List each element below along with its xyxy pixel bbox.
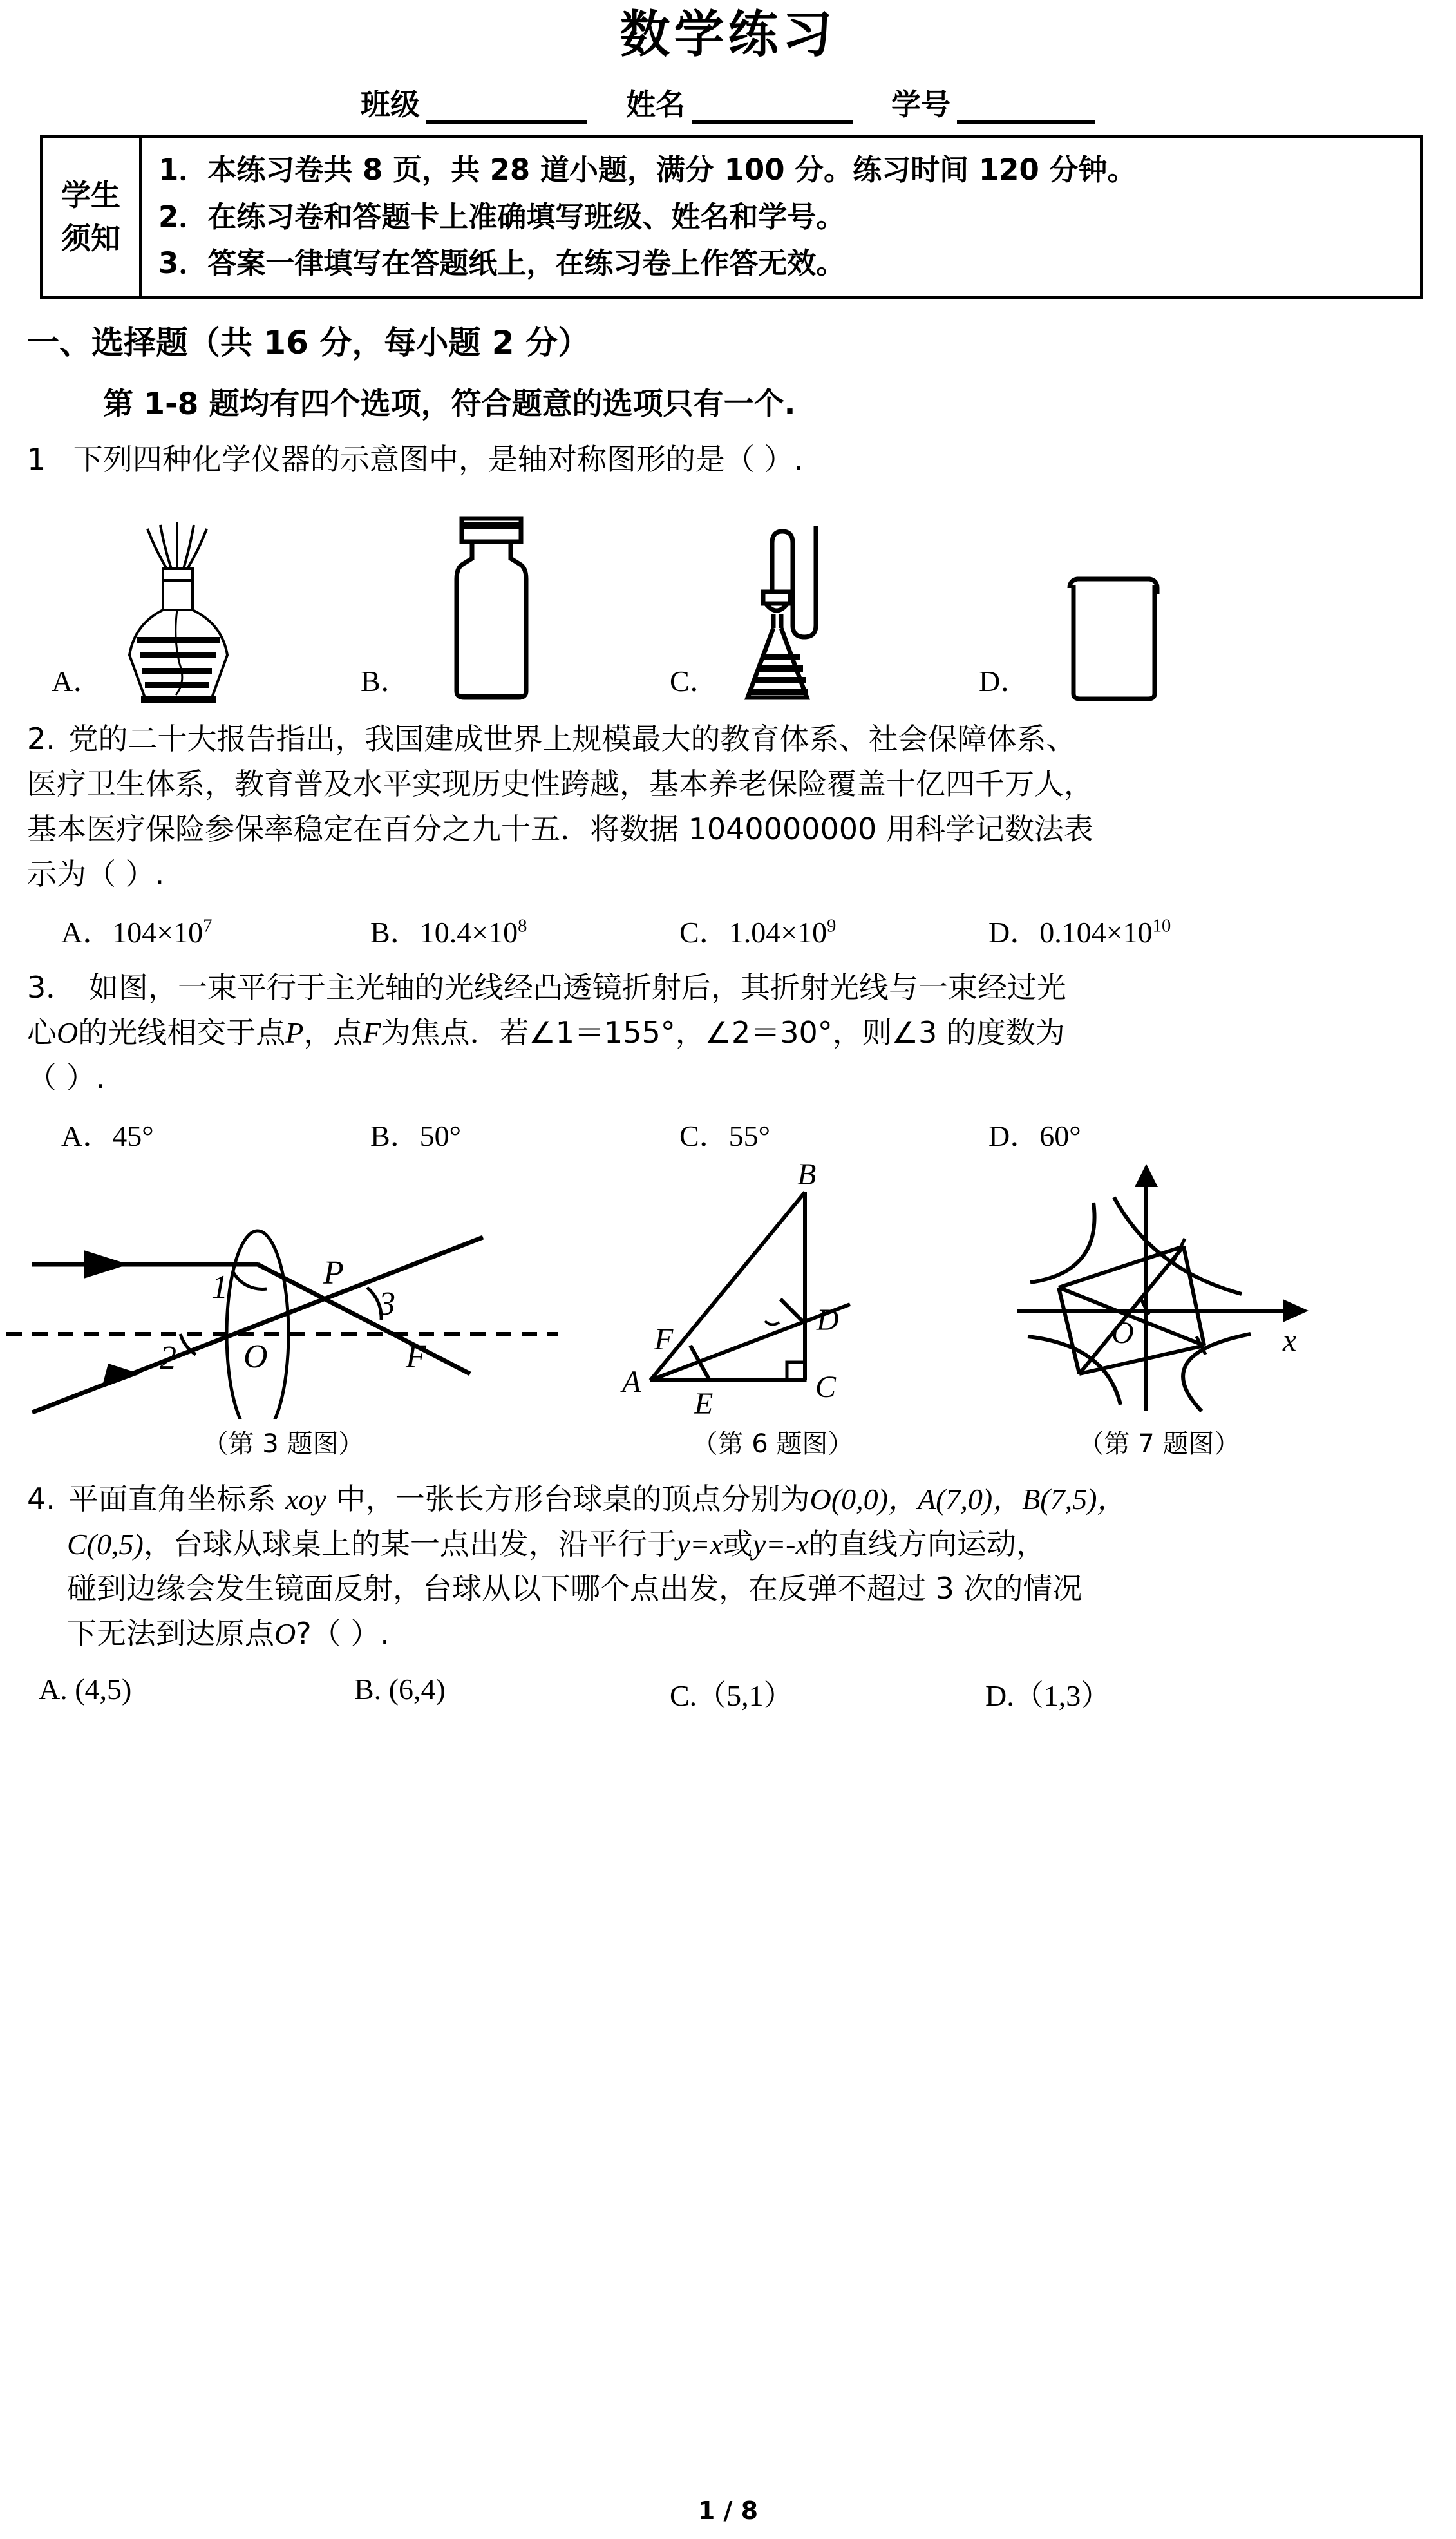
question-2-text-line3: 基本医疗保险参保率稳定在百分之九十五．将数据 1040000000 用科学记数法表 xyxy=(27,812,1093,847)
q3-l2-c: ，点 xyxy=(303,1014,363,1050)
q4-l4-a: 下无法到达原点 xyxy=(67,1616,274,1651)
question-1 xyxy=(27,437,1419,482)
section-subheading: 第 1-8 题均有四个选项，符合题意的选项只有一个. xyxy=(103,386,796,423)
label-point-C: C xyxy=(815,1369,837,1404)
option-c-tag: C． xyxy=(679,915,729,949)
notice-body xyxy=(142,138,1420,297)
q4-vertex-C: C(0,5) xyxy=(67,1527,144,1561)
q3-l2-a: 心 xyxy=(27,1014,57,1050)
question-2-text-line1: 党的二十大报告指出，我国建成世界上规模最大的教育体系、社会保障体系、 xyxy=(68,721,1076,757)
option-d-tag: D． xyxy=(988,915,1040,949)
notice-item-2: 2．在练习卷和答题卡上准确填写班级、姓名和学号。 xyxy=(158,199,846,234)
question-2-text-line2: 医疗卫生体系，教育普及水平实现历史性跨越，基本养老保险覆盖十亿四千万人， xyxy=(27,766,1093,802)
reagent-bottle-icon xyxy=(417,509,565,703)
question-3-text-line1: 如图，一束平行于主光轴的光线经凸透镜折射后，其折射光线与一束经过光 xyxy=(88,969,1066,1005)
option-b-label: B． xyxy=(361,665,410,698)
question-2-options xyxy=(61,909,1456,951)
notice-header xyxy=(43,138,142,297)
question-1-text: 下列四种化学仪器的示意图中，是轴对称图形的是（ ）. xyxy=(73,442,804,477)
option-d-label: D． xyxy=(979,665,1030,698)
geometry-figure-row xyxy=(0,1161,1456,1460)
beaker-icon xyxy=(1036,509,1184,703)
hyperbola-diagram xyxy=(992,1161,1327,1419)
q4-l2-b: ，台球从球桌上的某一点出发，沿平行于 xyxy=(143,1526,677,1561)
question-4-line4 xyxy=(67,1612,1419,1657)
q4-l2-d: 的直线方向运动， xyxy=(808,1526,1046,1561)
question-2-option-d[interactable] xyxy=(988,909,1298,951)
student-id-label: 学号 xyxy=(891,86,950,122)
q3-point-P: P xyxy=(285,1016,304,1049)
label-point-B: B xyxy=(797,1161,817,1192)
label-point-A: A xyxy=(622,1364,641,1399)
question-1-option-a[interactable] xyxy=(52,509,361,703)
label-point-D: D xyxy=(817,1302,839,1337)
question-3-text-line3: （ ）. xyxy=(27,1060,106,1095)
student-notice-box xyxy=(40,135,1423,300)
label-angle-1: 1 xyxy=(211,1268,228,1306)
question-4-option-b[interactable]: B. (6,4) xyxy=(354,1673,446,1706)
q4-coordinate-system: xoy xyxy=(285,1482,326,1516)
question-2 xyxy=(27,717,1419,897)
question-3-option-b[interactable]: B．50° xyxy=(370,1119,462,1152)
triangle-diagram xyxy=(592,1161,953,1419)
option-c-label: C． xyxy=(670,665,719,698)
question-3-number: 3． xyxy=(27,969,76,1005)
q3-point-O: O xyxy=(57,1016,79,1049)
question-4-number: 4. xyxy=(27,1481,55,1516)
question-2-option-b[interactable] xyxy=(370,909,679,951)
question-3-line1 xyxy=(27,965,1419,1011)
label-point-F: F xyxy=(406,1338,426,1375)
option-a-exponent: 7 xyxy=(203,916,213,937)
conical-flask-with-tube-icon xyxy=(726,509,874,703)
notice-item-3: 3．答案一律填写在答题纸上，在练习卷上作答无效。 xyxy=(158,246,846,281)
figure-question-3 xyxy=(0,1161,567,1460)
identity-row xyxy=(0,81,1456,124)
question-3 xyxy=(27,965,1419,1101)
notice-item-1: 1．本练习卷共 8 页，共 28 道小题，满分 100 分。练习时间 120 分钟。 xyxy=(158,152,1137,187)
option-b-exponent: 8 xyxy=(518,916,527,937)
question-3-option-a[interactable]: A．45° xyxy=(61,1119,154,1152)
option-a-value: 104×10 xyxy=(112,915,203,949)
q3-point-F: F xyxy=(363,1016,381,1049)
q4-l1-b: 中，一张长方形台球桌的顶点分别为 xyxy=(336,1481,810,1516)
notice-header-line2: 须知 xyxy=(61,221,120,256)
option-a-label: A． xyxy=(52,665,103,698)
figure-question-6 xyxy=(567,1161,979,1460)
question-1-option-b[interactable] xyxy=(361,509,670,703)
page-title: 数学练习 xyxy=(619,6,837,64)
option-d-exponent: 10 xyxy=(1152,916,1171,937)
option-b-tag: B． xyxy=(370,915,420,949)
convex-lens-diagram xyxy=(6,1161,560,1419)
question-4-option-c[interactable]: C.（5,1） xyxy=(670,1679,793,1713)
option-c-value: 1.04×10 xyxy=(728,915,827,949)
option-c-exponent: 9 xyxy=(827,916,837,937)
label-axis-x: x xyxy=(1283,1323,1297,1358)
option-a-tag: A． xyxy=(61,915,113,949)
question-4-options xyxy=(39,1672,1456,1715)
q4-l2-c: 或 xyxy=(723,1526,753,1561)
notice-header-line1: 学生 xyxy=(61,178,120,213)
question-3-line2 xyxy=(27,1011,1419,1056)
name-input-blank[interactable] xyxy=(692,93,853,124)
option-b-value: 10.4×10 xyxy=(419,915,518,949)
question-4-option-a[interactable]: A. (4,5) xyxy=(39,1673,132,1706)
question-1-option-d[interactable] xyxy=(979,509,1288,703)
question-1-figure-row xyxy=(52,490,1456,703)
class-input-blank[interactable] xyxy=(426,93,587,124)
page-footer: 1 / 8 xyxy=(697,2496,759,2525)
label-angle-3: 3 xyxy=(379,1285,395,1322)
question-4-line1 xyxy=(27,1477,1419,1522)
figure-7-caption: （第 7 题图） xyxy=(1078,1429,1240,1459)
label-point-O: O xyxy=(243,1338,268,1375)
question-3-options xyxy=(61,1112,1456,1155)
label-point-E: E xyxy=(694,1386,714,1419)
name-label: 姓名 xyxy=(626,86,685,122)
q4-origin-O: O xyxy=(274,1617,296,1651)
q4-line-y-eq-x: y=x xyxy=(676,1527,723,1561)
q4-vertices-1: O(0,0)，A(7,0)，B(7,5)， xyxy=(809,1482,1127,1516)
question-1-option-c[interactable] xyxy=(670,509,979,703)
label-point-P: P xyxy=(323,1254,344,1291)
label-angle-2: 2 xyxy=(160,1339,176,1376)
section-heading: 一、选择题（共 16 分，每小题 2 分） xyxy=(27,324,590,362)
question-3-option-c[interactable]: C．55° xyxy=(679,1119,771,1152)
label-origin-O: O xyxy=(1111,1315,1134,1350)
option-d-value: 0.104×10 xyxy=(1039,915,1153,949)
question-4-option-d[interactable]: D.（1,3） xyxy=(985,1679,1111,1713)
student-id-input-blank[interactable] xyxy=(957,93,1095,124)
q4-line-y-eq-neg-x: y=-x xyxy=(752,1527,809,1561)
question-2-number: 2. xyxy=(27,721,55,757)
question-2-option-c[interactable] xyxy=(679,909,988,951)
question-4-line2 xyxy=(67,1522,1419,1567)
q3-l2-b: 的光线相交于点 xyxy=(78,1014,286,1050)
figure-3-caption: （第 3 题图） xyxy=(202,1429,364,1459)
q4-l4-b: ?（ ）. xyxy=(296,1616,390,1651)
question-4-line3: 碰到边缘会发生镜面反射，台球从以下哪个点出发，在反弹不超过 3 次的情况 xyxy=(67,1571,1083,1606)
figure-question-7 xyxy=(979,1161,1339,1460)
alcohol-lamp-icon xyxy=(109,509,257,703)
figure-6-caption: （第 6 题图） xyxy=(692,1429,854,1459)
question-4 xyxy=(27,1477,1419,1657)
label-point-F: F xyxy=(654,1322,674,1356)
q4-l1-a: 平面直角坐标系 xyxy=(68,1481,276,1516)
question-2-text-line4: 示为（ ）. xyxy=(27,856,165,891)
question-1-number: 1 xyxy=(27,442,46,477)
question-2-option-a[interactable] xyxy=(61,909,370,951)
class-label: 班级 xyxy=(361,86,420,122)
question-2-line1 xyxy=(27,717,1419,762)
question-3-option-d[interactable]: D．60° xyxy=(988,1119,1081,1152)
q3-l2-d: 为焦点．若∠1＝155°，∠2＝30°，则∠3 的度数为 xyxy=(381,1014,1065,1050)
